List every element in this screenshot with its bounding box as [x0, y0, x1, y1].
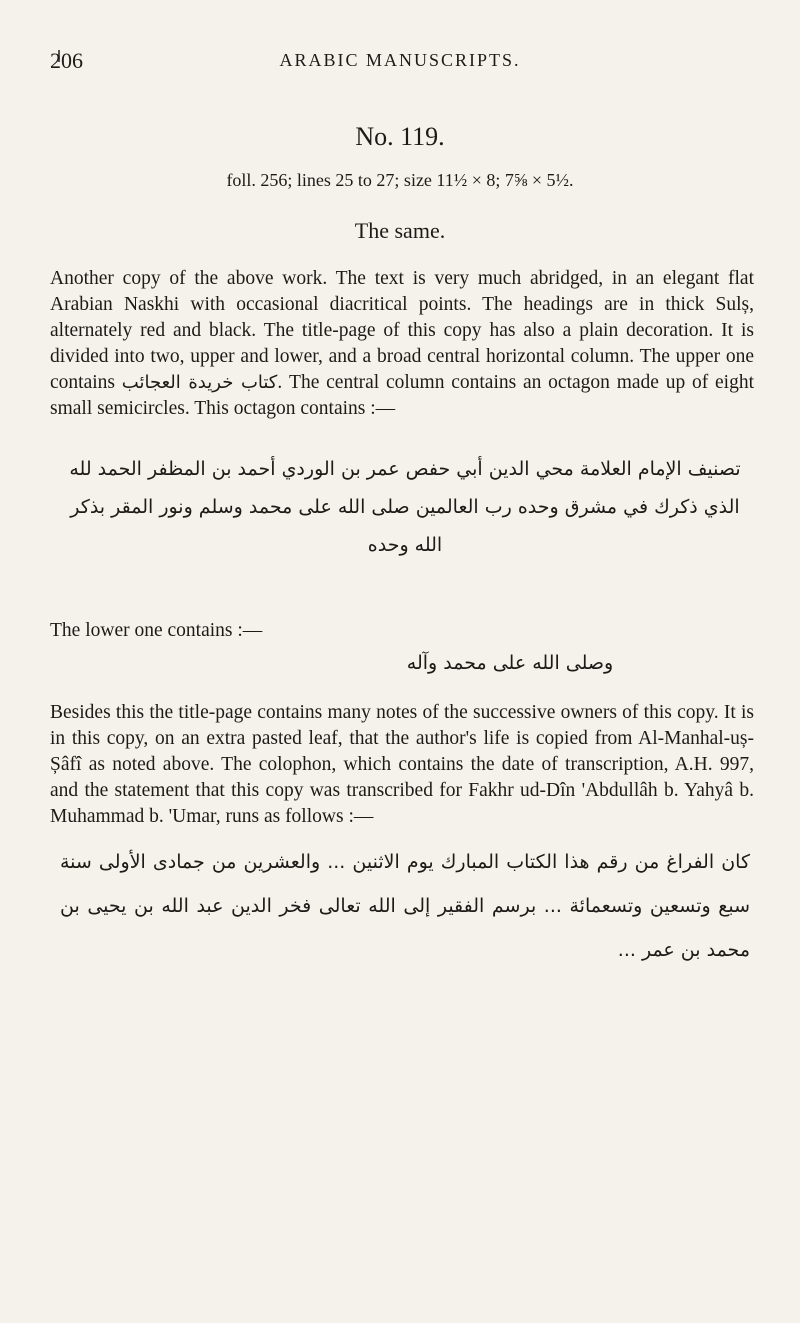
- entry-subtitle: The same.: [354, 218, 446, 243]
- page-number: 206: [50, 48, 83, 73]
- page-header: [40, 48, 760, 78]
- description-paragraph-2: Besides this the title-page contains many notes of the successive owners of this copy. It is in this copy, on an extra pasted leaf, that the author's life is copied from Al-Manhal-uș-Șâfî as noted above. The colophon, which contains the date of transcription, A.H. 997, and the statement that this copy was transcribed for Fakhr ud-Dîn 'Abdullâh b. Yahyâ b. Muhammad b. 'Umar, runs as follows :—: [50, 702, 754, 827]
- description-text-b: . The central column contains an octagon made up of eight small semicircles. This octagon contains :—: [50, 372, 755, 419]
- description-text-a: Another copy of the above work. The text is very much abridged, in an elegant flat Arabian Naskhi with occasional diacritical points. The headings are in thick Sulș, alternately red and black. The title-page of this copy has also a plain decoration. It is divided into two, upper and lower, and a broad central horizontal column. The upper one contains: [50, 268, 754, 393]
- lower-arabic-text: وصلى الله على محمد وآله: [406, 652, 614, 674]
- arabic-title-inline: كتاب خريدة العجائب: [121, 372, 278, 393]
- running-head: ARABIC MANUSCRIPTS.: [279, 50, 521, 70]
- entry-number: No. 119.: [355, 122, 445, 151]
- manuscript-dimensions: foll. 256; lines 25 to 27; size 11½ × 8; 7⅝ × 5½.: [226, 170, 574, 190]
- lower-label: The lower one contains :—: [50, 620, 263, 641]
- octagon-arabic-text: تصنيف الإمام العلامة محي الدين أبي حفص عمر بن الوردي أحمد بن المظفر الحمد لله الذي ذكرك في مشرق وحده رب العالمين صلى الله على محمد وسلم ونور المقر بذكر الله وحده: [69, 458, 741, 556]
- colophon-arabic-text: كان الفراغ من رقم هذا الكتاب المبارك يوم الاثنين ... والعشرين من جمادى الأولى سنة سبع وتسعين وتسعمائة ... برسم الفقير إلى الله تعالى فخر الدين عبد الله بن يحيى بن محمد بن عمر ...: [60, 851, 750, 961]
- description-paragraph-1: [50, 266, 754, 422]
